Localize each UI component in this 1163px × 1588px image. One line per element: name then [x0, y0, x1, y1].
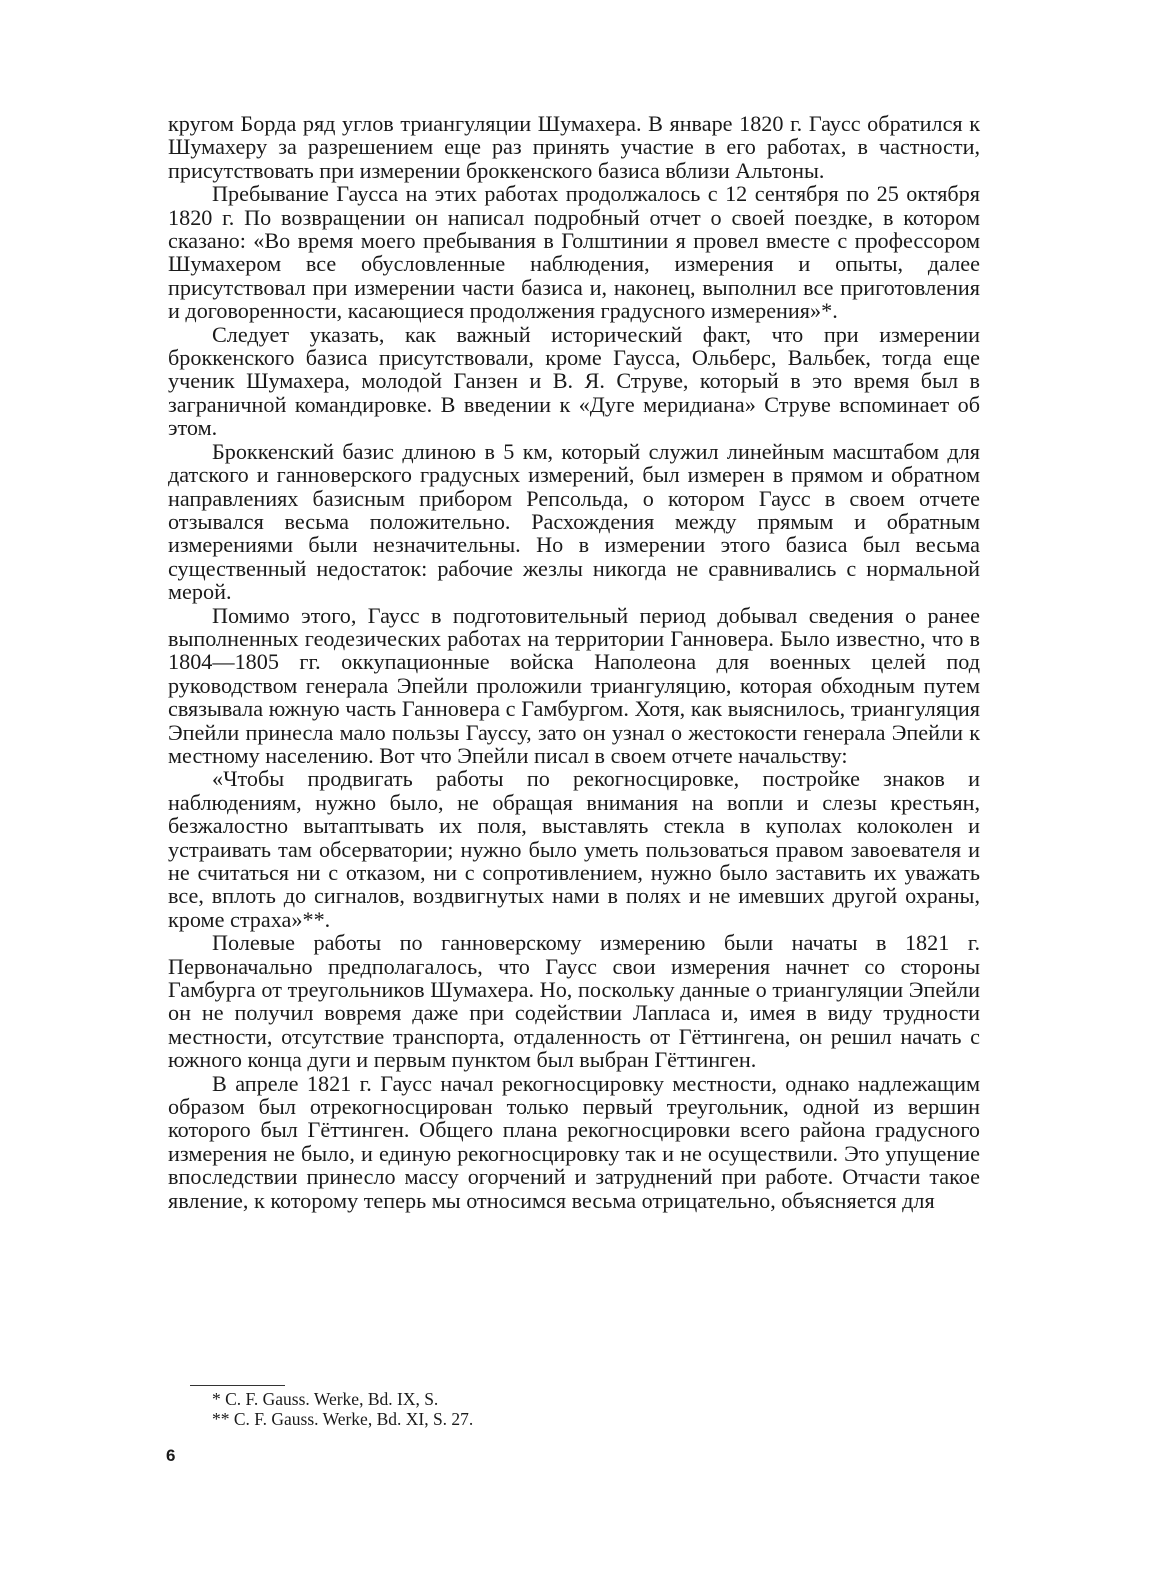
- paragraph: Помимо этого, Гаусс в подготовительный период добывал сведения о ранее выполненных геодезических работах на территории Ганновера. Было известно, что в 1804—1805 гг. оккупационные войска Наполеона для военных целей под руководством генерала Эпейли проложили триангуляцию, которая обходным путем связывала южную часть Ганновера с Гамбургом. Хотя, как выяснилось, триангуляция Эпейли принесла мало пользы Гауссу, зато он узнал о жестокости генерала Эпейли к местному населению. Вот что Эпейли писал в своем отчете начальству:: [168, 602, 980, 768]
- paragraph: В апреле 1821 г. Гаусс начал рекогносцировку местности, однако надлежащим образом был отрекогносцирован только первый треугольник, одной из вершин которого был Гёттинген. Общего плана рекогносцировки всего района градусного измерения не было, и единую рекогносцировку так и не осуществили. Это упущение впоследствии принесло массу огорчений и затруднений при работе. Отчасти такое явление, к которому теперь мы относимся весьма отрицательно, объясняется для: [168, 1070, 980, 1213]
- quotation-paragraph: «Чтобы продвигать работы по рекогносцировке, постройке знаков и наблюдениям, нужно было, не обращая внимания на вопли и слезы крестьян, безжалостно вытаптывать их поля, выставлять стекла в куполах колоколен и устраивать там обсерватории; нужно было уметь пользоваться правом завоевателя и не считаться ни с отказом, ни с сопротивлением, нужно было заставить их уважать все, вплоть до сигналов, воздвигнутых нами в полях и не имевших другой охраны, кроме страха»**.: [168, 766, 980, 932]
- paragraph: Полевые работы по ганноверскому измерению были начаты в 1821 г. Первоначально предполагалось, что Гаусс свои измерения начнет со стороны Гамбурга от треугольников Шумахера. Но, поскольку данные о триангуляции Эпейли он не получил вовремя даже при содействии Лапласа и, имея в виду трудности местности, отсутствие транспорта, отдаленность от Гёттингена, он решил начать с южного конца дуги и первым пунктом был выбран Гёттинген.: [168, 930, 980, 1073]
- paragraph: Пребывание Гаусса на этих работах продолжалось с 12 сентября по 25 октября 1820 г. По возвращении он написал подробный отчет о своей поездке, в котором сказано: «Во время моего пребывания в Голштинии я провел вместе с профессором Шумахером все обусловленные наблюдения, измерения и опыты, далее присутствовал при измерении части базиса и, наконец, выполнил все приготовления и договоренности, касающиеся продолжения градусного измерения»*.: [168, 181, 980, 324]
- paragraph: кругом Борда ряд углов триангуляции Шумахера. В январе 1820 г. Гаусс обратился к Шумахеру за разрешением еще раз принять участие в его работах, в частности, присутствовать при измерении броккенского базиса вблизи Альтоны.: [168, 111, 980, 183]
- footnotes: [212, 1389, 473, 1429]
- main-text: [168, 112, 980, 1212]
- paragraph: Следует указать, как важный исторический факт, что при измерении броккенского базиса присутствовали, кроме Гаусса, Ольберс, Вальбек, тогда еще ученик Шумахера, молодой Ганзен и В. Я. Струве, который в это время был в заграничной командировке. В введении к «Дуге меридиана» Струве вспоминает об этом.: [168, 321, 980, 441]
- page-number: 6: [166, 1446, 176, 1465]
- footnote: * C. F. Gauss. Werke, Bd. IX, S.: [212, 1389, 439, 1409]
- footnote-divider: [190, 1385, 285, 1386]
- footnote: ** C. F. Gauss. Werke, Bd. XI, S. 27.: [212, 1409, 474, 1429]
- paragraph: Броккенский базис длиною в 5 км, который служил линейным масштабом для датского и ганноверского градусных измерений, был измерен в прямом и обратном направлениях базисным прибором Репсольда, о котором Гаусс в своем отчете отзывался весьма положительно. Расхождения между прямым и обратным измерениями были незначительны. Но в измерении этого базиса был весьма существенный недостаток: рабочие жезлы никогда не сравнивались с нормальной мерой.: [168, 438, 980, 605]
